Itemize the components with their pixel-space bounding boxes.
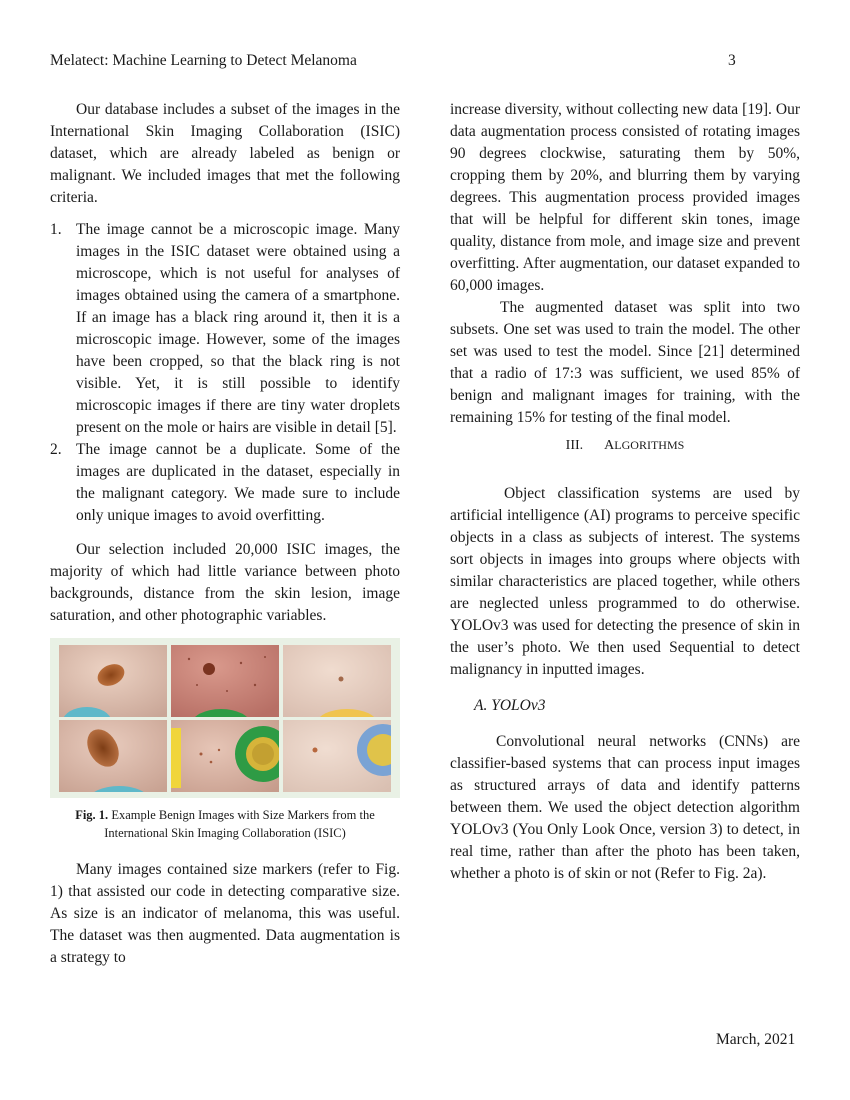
figure-caption-text: Example Benign Images with Size Markers from the International Skin Imaging Collaboration (ISIC) [104, 808, 375, 840]
lesion-image [59, 645, 167, 717]
paragraph: Convolutional neural networks (CNNs) are classifier-based systems that can process input images as structured arrays of data and identify patterns between them. We used the object detection algorithm YOLOv3 (You Only Look Once, version 3) to detect, in real time, rather than after the photo has been taken, whether a photo is of skin or not (Refer to Fig. 2a). [450, 733, 800, 882]
section-heading [450, 434, 800, 457]
lesion-image [283, 645, 391, 717]
left-column [50, 99, 400, 969]
lesion-image [283, 720, 391, 792]
section-title-initial: A [604, 438, 615, 453]
paragraph: The augmented dataset was split into two subsets. One set was used to train the model. The other set was used to test the model. Since [21] determined that a radio of 17:3 was sufficient, we used 85% of benign and malignant images for training, with the remaining 15% for testing of the final model. [450, 299, 800, 426]
list-number: 2. [50, 441, 62, 458]
footer-date: March, 2021 [716, 1031, 796, 1048]
list-item-text: The image cannot be a microscopic image. Many images in the ISIC dataset were obtained using a microscope, which is not useful for analyses of images obtained using the camera of a smartphone. If an image has a black ring around it, then it is a microscopic image. However, some of the images have been cropped, so that the black ring is not visible. Yet, it is still possible to identify microscopic images if there are tiny water droplets present on the mole or hairs are visible in detail [5]. [76, 221, 400, 436]
paragraph: increase diversity, without collecting new data [19]. Our data augmentation process consisted of rotating images 90 degrees clockwise, saturating them by 50%, cropping them by 20%, and blurring them by varying degrees. This augmentation process provided images that will be helpful for different skin tones, image quality, distance from mole, and image size and prevent overfitting. After augmentation, our dataset expanded to 60,000 images. [450, 101, 800, 294]
right-column [450, 99, 800, 885]
figure-label: Fig. 1. [75, 808, 109, 822]
lesion-image [59, 720, 167, 792]
list-number: 1. [50, 221, 62, 238]
paragraph: Many images contained size markers (refer to Fig. 1) that assisted our code in detecting comparative size. As size is an indicator of melanoma, this was useful. The dataset was then augmented. Data augmentation is a strategy to [50, 861, 400, 966]
figure-caption [50, 806, 400, 842]
criteria-list [50, 219, 400, 527]
section-title-rest: LGORITHMS [614, 438, 685, 452]
figure-skin-lesion-images [50, 638, 400, 798]
list-item [50, 219, 400, 439]
page-number: 3 [728, 52, 736, 69]
paragraph: Our database includes a subset of the images in the International Skin Imaging Collaboration (ISIC) dataset, which are already labeled as benign or malignant. We included images that met the following criteria. [50, 101, 400, 206]
list-item-text: The image cannot be a duplicate. Some of the images are duplicated in the dataset, especially in the malignant category. We made sure to include only unique images to avoid overfitting. [76, 441, 400, 524]
subsection-heading: A. YOLOv3 [474, 697, 546, 714]
paragraph: Our selection included 20,000 ISIC images, the majority of which had little variance between photo backgrounds, distance from the skin lesion, image saturation, and other photographic variables. [50, 541, 400, 624]
list-item [50, 439, 400, 527]
lesion-image [171, 645, 279, 717]
lesion-image [171, 720, 279, 792]
paragraph: Object classification systems are used by artificial intelligence (AI) programs to perceive specific objects in a class as subjects of interest. The systems sort objects in images into groups where objects with similar characteristics are placed together, while others are neglected unless programmed to do otherwise. YOLOv3 was used for detecting the presence of skin in the user’s photo. We then used Sequential to detect malignancy in inputted images. [450, 485, 800, 678]
section-number: III. [565, 438, 584, 453]
running-header-title: Melatect: Machine Learning to Detect Melanoma [50, 52, 357, 69]
